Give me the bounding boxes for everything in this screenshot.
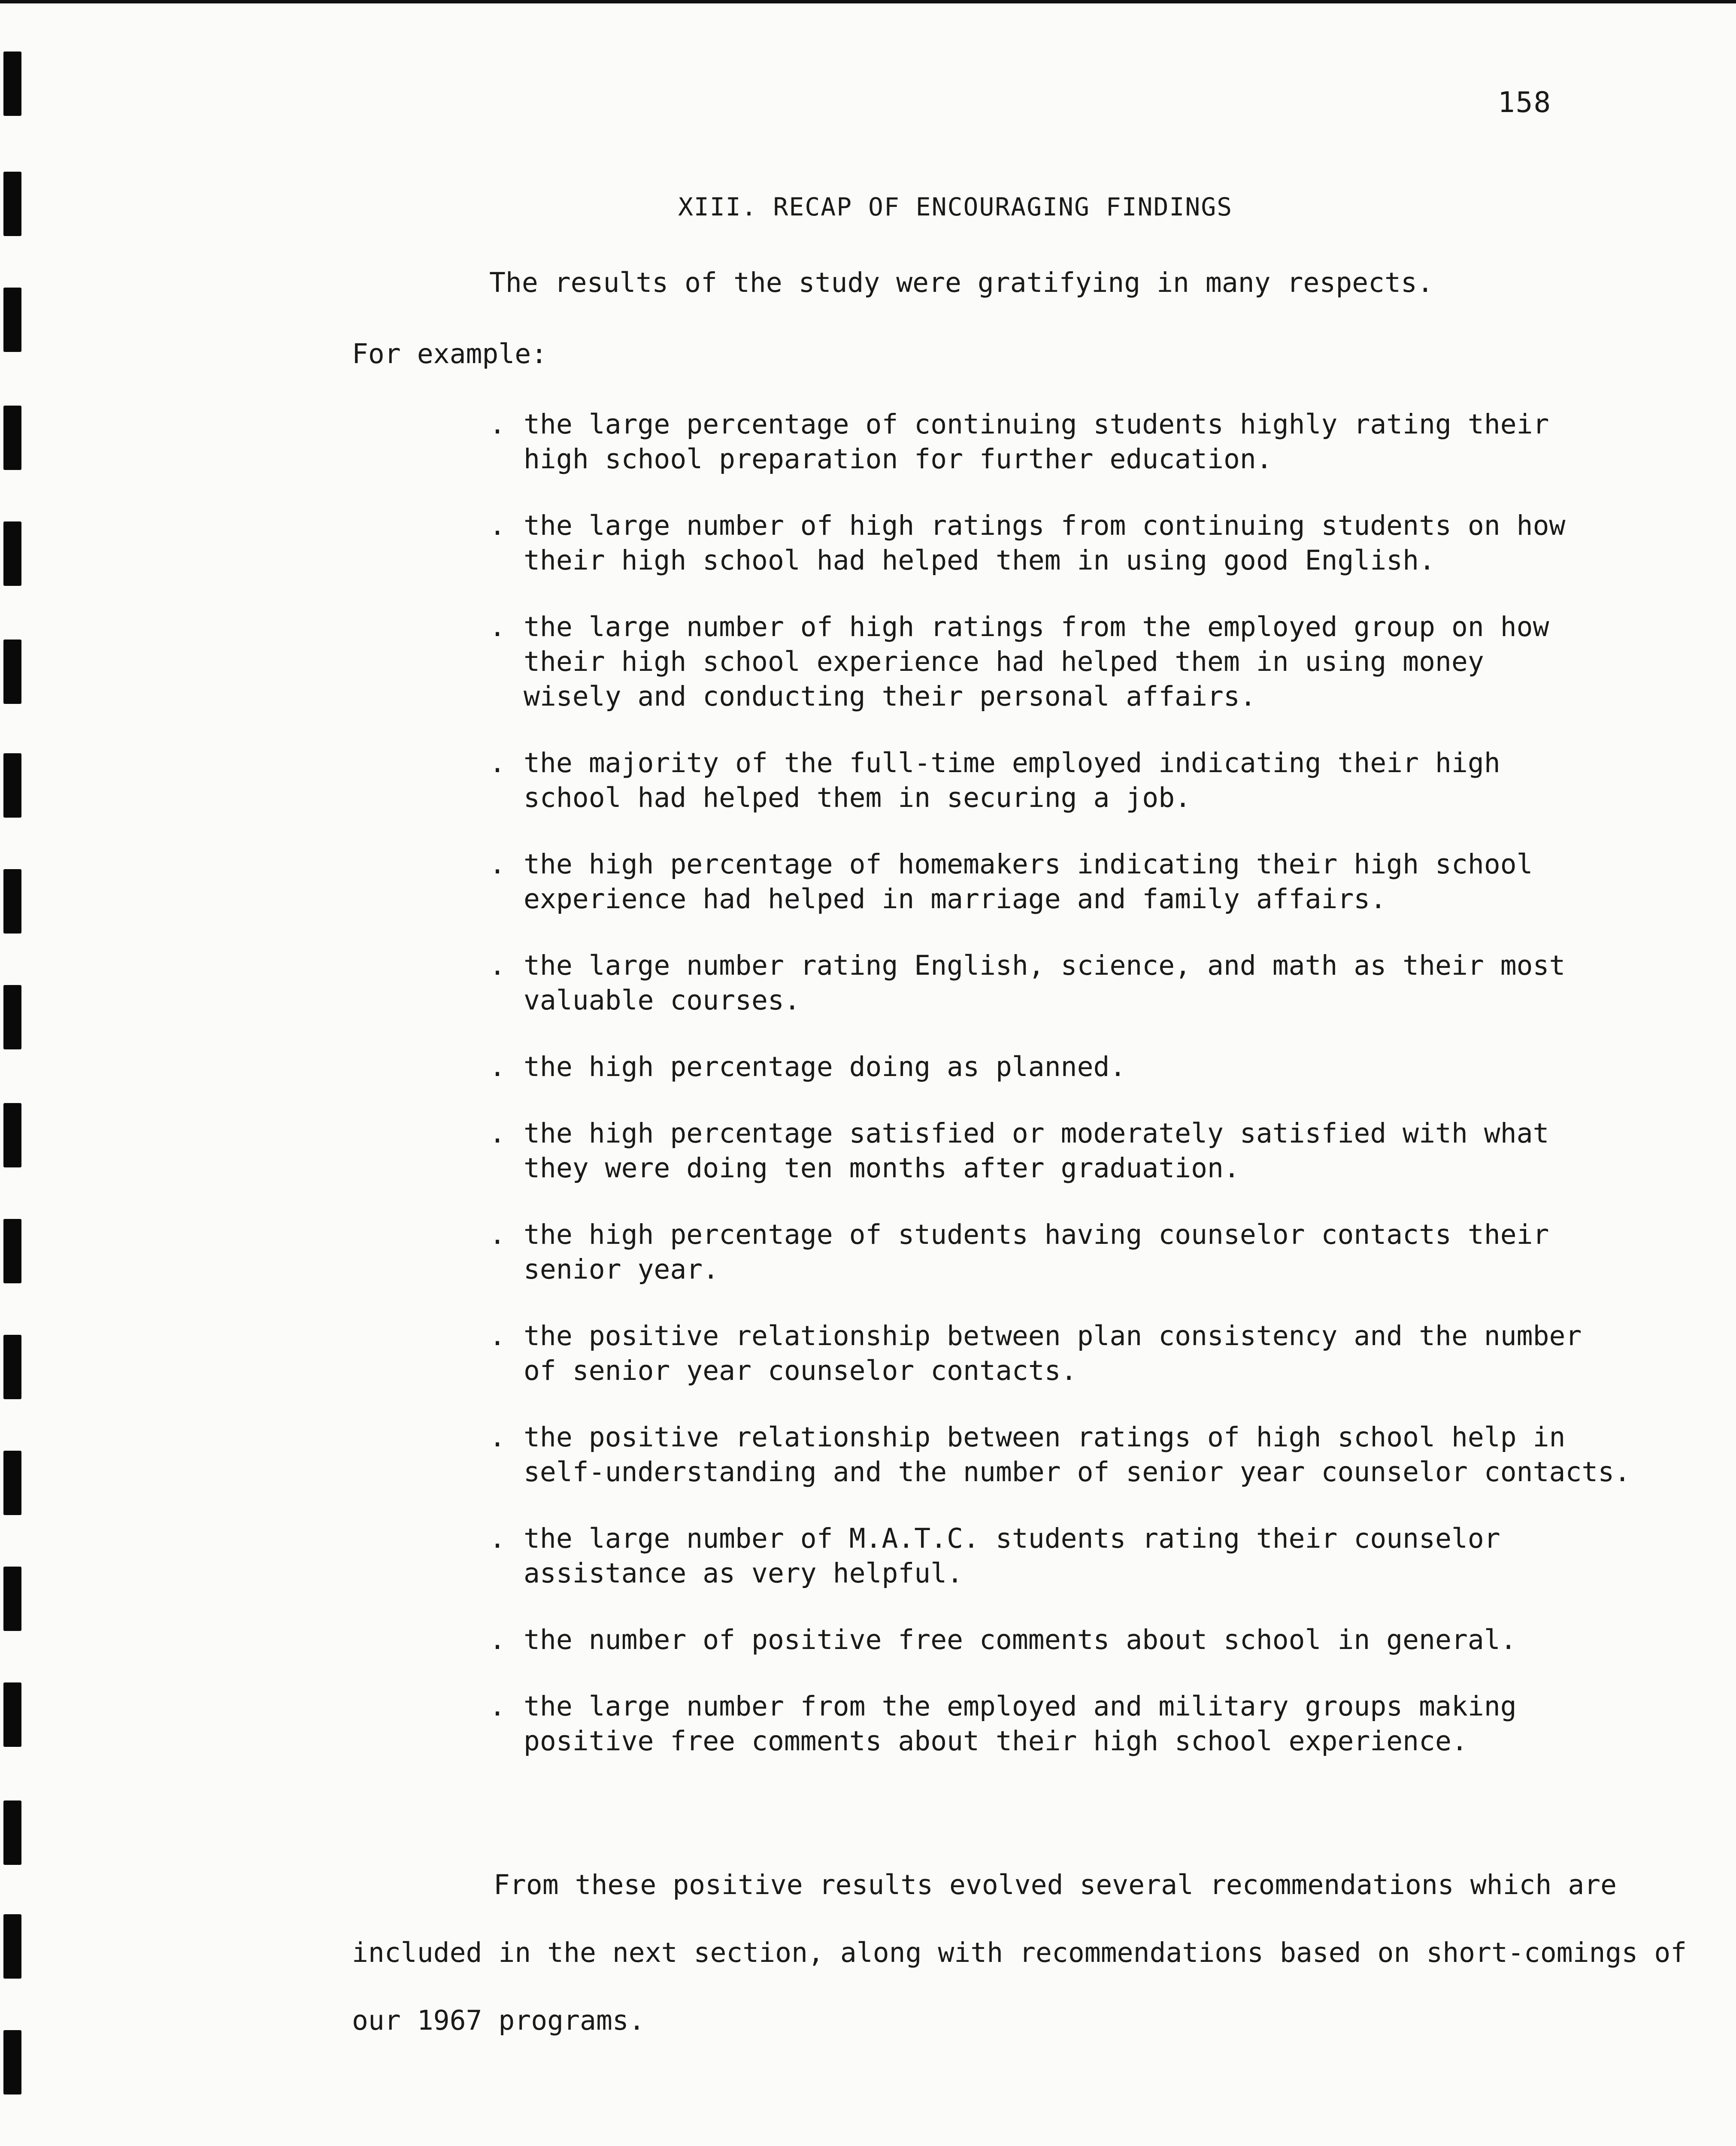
binding-holes bbox=[0, 0, 34, 2146]
finding-item bbox=[485, 508, 1721, 578]
bullet-marker: . bbox=[489, 409, 506, 440]
bullet-marker: . bbox=[489, 1219, 506, 1250]
bullet-marker: . bbox=[489, 1624, 506, 1655]
binding-hole bbox=[3, 2030, 21, 2094]
bullet-marker: . bbox=[489, 1422, 506, 1453]
finding-item bbox=[485, 1217, 1721, 1287]
bullet-marker: . bbox=[489, 950, 506, 981]
bullet-marker: . bbox=[489, 1691, 506, 1722]
finding-text: the large number of high ratings from the employed group on how their high school experience had helped them in using money wisely and conducting their personal affairs. bbox=[524, 611, 1549, 712]
binding-hole bbox=[3, 1103, 21, 1167]
finding-item bbox=[485, 746, 1721, 815]
finding-text: the large number of high ratings from continuing students on how their high school had helped them in using good English. bbox=[524, 510, 1566, 576]
binding-hole bbox=[3, 985, 21, 1049]
finding-text: the large percentage of continuing students highly rating their high school preparation for further education. bbox=[524, 409, 1549, 475]
binding-hole bbox=[3, 869, 21, 934]
closing-text: From these positive results evolved several recommendations which are included in the next section, along with recommendations based on short-comings of our 1967 programs. bbox=[352, 1869, 1687, 2036]
binding-hole bbox=[3, 1451, 21, 1515]
binding-hole bbox=[3, 52, 21, 116]
finding-text: the high percentage satisfied or moderately satisfied with what they were doing ten months after graduation. bbox=[524, 1118, 1549, 1184]
finding-item bbox=[485, 407, 1721, 476]
bullet-marker: . bbox=[489, 1523, 506, 1554]
finding-item bbox=[485, 1521, 1721, 1591]
binding-hole bbox=[3, 1682, 21, 1747]
finding-item bbox=[485, 1420, 1721, 1489]
page-number: 158 bbox=[1498, 86, 1552, 119]
bullet-marker: . bbox=[489, 747, 506, 779]
bullet-marker: . bbox=[489, 1051, 506, 1082]
finding-text: the large number rating English, science, and math as their most valuable courses. bbox=[524, 950, 1566, 1016]
findings-list bbox=[485, 407, 1721, 1790]
finding-text: the high percentage of homemakers indicating their high school experience had helped in marriage and family affairs. bbox=[524, 849, 1533, 915]
bullet-marker: . bbox=[489, 849, 506, 880]
bullet-marker: . bbox=[489, 1118, 506, 1149]
finding-text: the high percentage doing as planned. bbox=[524, 1051, 1126, 1082]
finding-text: the positive relationship between ratings of high school help in self-understanding and the number of senior year counselor contacts. bbox=[524, 1422, 1631, 1488]
page-top-edge bbox=[0, 0, 1736, 3]
finding-item bbox=[485, 948, 1721, 1018]
binding-hole bbox=[3, 406, 21, 470]
finding-item bbox=[485, 1049, 1721, 1084]
binding-hole bbox=[3, 1335, 21, 1399]
finding-text: the positive relationship between plan consistency and the number of senior year counselor contacts. bbox=[524, 1320, 1582, 1386]
bullet-marker: . bbox=[489, 510, 506, 541]
finding-item bbox=[485, 609, 1721, 714]
finding-item bbox=[485, 1116, 1721, 1185]
intro-sentence: The results of the study were gratifying in many respects. bbox=[489, 267, 1433, 298]
finding-text: the high percentage of students having counselor contacts their senior year. bbox=[524, 1219, 1549, 1285]
binding-hole bbox=[3, 640, 21, 704]
binding-hole bbox=[3, 1914, 21, 1979]
binding-hole bbox=[3, 1800, 21, 1865]
closing-paragraph bbox=[352, 1851, 1695, 2055]
binding-hole bbox=[3, 288, 21, 352]
binding-hole bbox=[3, 172, 21, 236]
finding-text: the majority of the full-time employed indicating their high school had helped them in securing a job. bbox=[524, 747, 1500, 813]
bullet-marker: . bbox=[489, 611, 506, 643]
finding-text: the large number from the employed and military groups making positive free comments about their high school experience. bbox=[524, 1691, 1517, 1757]
finding-item bbox=[485, 1689, 1721, 1758]
section-title: XIII. RECAP OF ENCOURAGING FINDINGS bbox=[678, 192, 1233, 221]
finding-text: the large number of M.A.T.C. students rating their counselor assistance as very helpful. bbox=[524, 1523, 1500, 1589]
binding-hole bbox=[3, 1219, 21, 1283]
bullet-marker: . bbox=[489, 1320, 506, 1352]
binding-hole bbox=[3, 1567, 21, 1631]
binding-hole bbox=[3, 521, 21, 586]
finding-item bbox=[485, 1319, 1721, 1388]
finding-item bbox=[485, 1622, 1721, 1657]
finding-item bbox=[485, 847, 1721, 916]
binding-hole bbox=[3, 753, 21, 818]
intro-continuation: For example: bbox=[352, 338, 548, 370]
finding-text: the number of positive free comments about school in general. bbox=[524, 1624, 1517, 1655]
